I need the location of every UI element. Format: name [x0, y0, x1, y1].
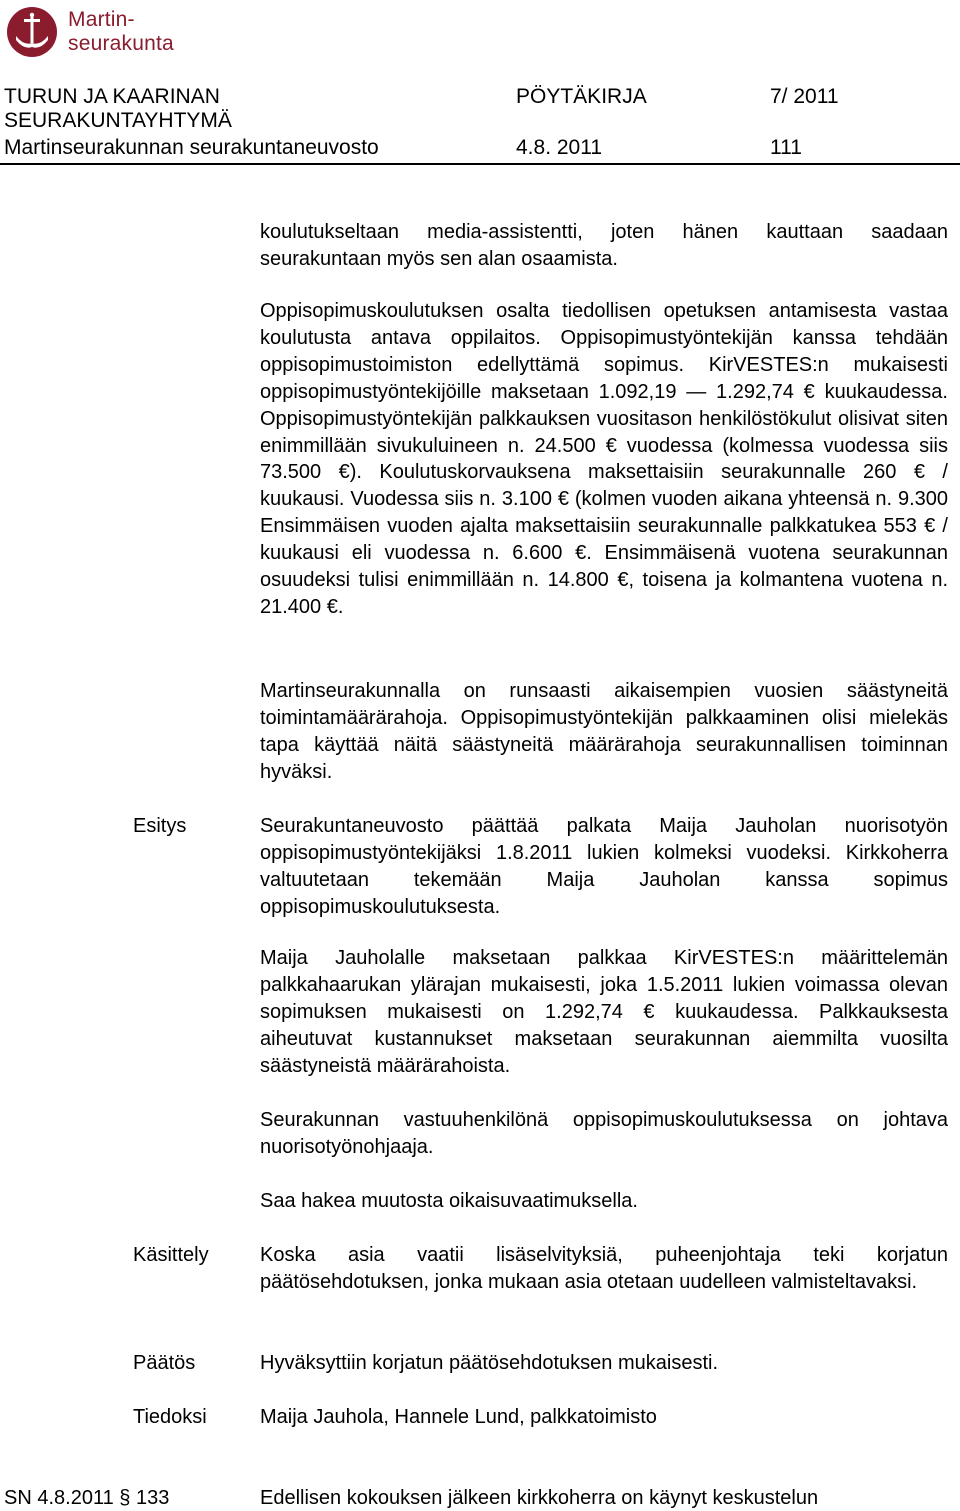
esitys-paragraph-2	[260, 945, 948, 1080]
paragraph-text: Maija Jauhola, Hannele Lund, palkkatoimisto	[260, 1406, 657, 1428]
esitys-paragraph-1	[260, 813, 948, 921]
document-type: PÖYTÄKIRJA	[516, 85, 647, 108]
esitys-paragraph-3	[260, 1107, 948, 1161]
parish-logo	[6, 6, 206, 58]
paragraph-text: koulutukseltaan media-assistentti, joten hänen kauttaan saadaan seurakuntaan myös sen alan osaamista.	[260, 221, 948, 270]
org-name-line-1: TURUN JA KAARINAN	[4, 85, 220, 108]
tiedoksi-text	[260, 1404, 948, 1431]
esitys-paragraph-4	[260, 1188, 948, 1215]
paragraph-text: Oppisopimuskoulutuksen osalta tiedollisen opetuksen antamisesta vastaa koulutusta antava oppilaitos. Oppisopimustyöntekijän kanssa tehdään oppisopimustoimiston edellyttämä sopimus. KirVESTES:n mukaisesti oppisopimustyöntekijöille maksetaan 1.092,19 — 1.292,74 € kuukaudessa. Oppisopimustyöntekijän palkkauksen vuositason henkilöstökulut olisivat siten enimmillään sivukuluineen n. 24.500 € vuodessa (kolmessa vuodessa siis 73.500 €). Koulutuskorvauksena maksettaisiin seurakunnalle 260 € / kuukausi. Vuodessa siis n. 3.100 € (kolmen vuoden aikana yhteensä n. 9.300 Ensimmäisen vuoden ajalta maksettaisiin seurakunnalle palkkatukea 553 € / kuukausi eli vuodessa n. 6.600 €. Ensimmäisenä vuotena seurakunnan osuudeksi tulisi enimmillään n. 14.800 €, toisena ja kolmantena vuotena n. 21.400 €.	[260, 300, 948, 618]
paragraph-text: Hyväksyttiin korjatun päätösehdotuksen mukaisesti.	[260, 1352, 719, 1374]
parish-emblem-icon	[6, 6, 58, 58]
logo-line-2: seurakunta	[68, 32, 174, 55]
paragraph-text: Saa hakea muutosta oikaisuvaatimuksella.	[260, 1190, 638, 1212]
logo-line-1: Martin-	[68, 8, 135, 31]
board-name: Martinseurakunnan seurakuntaneuvosto	[4, 136, 379, 159]
next-section-text: Edellisen kokouksen jälkeen kirkkoherra on käynyt keskustelun	[260, 1487, 819, 1509]
section-label-esitys: Esitys	[133, 815, 187, 837]
section-label-kasittely: Käsittely	[133, 1244, 209, 1266]
issue-number: 7/ 2011	[770, 85, 839, 108]
body-paragraph-2	[260, 298, 948, 621]
header-divider	[0, 163, 960, 165]
paragraph-text: Maija Jauholalle maksetaan palkkaa KirVESTES:n määrittelemän palkkahaarukan ylärajan mukaisesti, joka 1.5.2011 lukien voimassa olevan sopimuksen mukaisesti on 1.292,74 € kuukaudessa. Palkkauksesta aiheutuvat kustannukset maksetaan seurakunnan aiemmilta vuosilta säästyneistä määrärahoista.	[260, 947, 948, 1077]
org-name-line-2: SEURAKUNTAYHTYMÄ	[4, 109, 232, 132]
body-paragraph-1	[260, 219, 948, 273]
meeting-date: 4.8. 2011	[516, 136, 603, 159]
section-reference: SN 4.8.2011 § 133	[4, 1487, 170, 1509]
paatos-text	[260, 1350, 948, 1377]
paragraph-text: Martinseurakunnalla on runsaasti aikaisempien vuosien säästyneitä toimintamäärärahoja. Oppisopimustyöntekijän palkkaaminen olisi mielekäs tapa käyttää näitä säästyneitä määrärahoja seurakunnallisen toiminnan hyväksi.	[260, 680, 948, 783]
paragraph-text: Seurakuntaneuvosto päättää palkata Maija Jauholan nuorisotyön oppisopimustyöntekijäksi 1.8.2011 lukien kolmeksi vuodeksi. Kirkkoherra valtuutetaan tekemään Maija Jauholan kanssa sopimus oppisopimuskoulutuksesta.	[260, 815, 948, 918]
logo-wordmark	[68, 8, 174, 56]
page-number: 111	[770, 136, 802, 159]
paragraph-text: Seurakunnan vastuuhenkilönä oppisopimuskoulutuksessa on johtava nuorisotyönohjaaja.	[260, 1109, 948, 1158]
kasittely-text	[260, 1242, 948, 1296]
body-paragraph-3	[260, 678, 948, 786]
section-label-paatos: Päätös	[133, 1352, 196, 1374]
paragraph-text: Koska asia vaatii lisäselvityksiä, puheenjohtaja teki korjatun päätösehdotuksen, jonka mukaan asia otetaan uudelleen valmisteltavaksi.	[260, 1244, 948, 1293]
section-label-tiedoksi: Tiedoksi	[133, 1406, 207, 1428]
